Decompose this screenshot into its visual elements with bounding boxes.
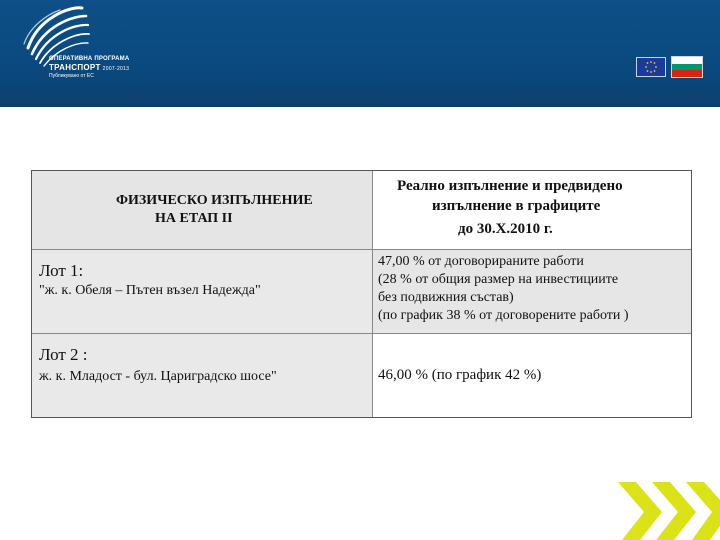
row-1-progress-cell — [372, 249, 691, 333]
chevron-decoration-icon — [600, 470, 720, 540]
row-2-progress-cell — [372, 333, 691, 417]
logo-line-3: Публикувано от ЕС — [49, 73, 94, 79]
header-left-line-2: НА ЕТАП II — [155, 211, 233, 226]
row-1-progress-line-3: без подвижния състав) — [378, 290, 514, 305]
header-right-line-1: Реално изпълнение и предвидено — [397, 178, 623, 194]
row-1-progress-line-4: (по график 38 % от договорените работи ) — [378, 308, 629, 323]
header-divider — [0, 104, 720, 107]
row-1-progress-line-1: 47,00 % от договорираните работи — [378, 254, 584, 269]
column-divider — [372, 171, 373, 417]
row-divider-2 — [32, 333, 691, 334]
header-right-line-2: изпълнение в графиците — [432, 198, 601, 214]
eu-stars-icon — [637, 58, 665, 76]
row-1-lot-name: "ж. к. Обеля – Пътен възел Надежда" — [39, 283, 261, 298]
header-left-cell — [32, 171, 372, 249]
execution-table — [31, 170, 692, 418]
transport-program-logo — [20, 4, 140, 96]
logo-line-1: ОПЕРАТИВНА ПРОГРАМА — [49, 56, 130, 62]
logo-line-2 — [49, 63, 129, 72]
row-divider-1 — [32, 249, 691, 250]
header-bar — [0, 0, 720, 104]
row-1-lot-cell — [32, 249, 372, 333]
eu-flag-icon — [636, 57, 666, 77]
row-2-progress-line-1: 46,00 % (по график 42 %) — [378, 367, 542, 383]
row-1-progress-line-2: (28 % от общия размер на инвестициите — [378, 272, 619, 287]
logo-program-name: ТРАНСПОРТ — [49, 63, 101, 72]
header-left-line-1: ФИЗИЧЕСКО ИЗПЪЛНЕНИЕ — [116, 193, 313, 208]
row-2-lot-label: Лот 2 : — [39, 345, 88, 364]
row-1-lot-label: Лот 1: — [39, 261, 84, 280]
header-right-cell — [372, 171, 691, 249]
logo-years: 2007-2013 — [102, 66, 130, 72]
header-right-line-3: до 30.Х.2010 г. — [458, 221, 553, 237]
bulgaria-flag-icon — [671, 56, 703, 78]
row-2-lot-name: ж. к. Младост - бул. Цариградско шосе" — [39, 369, 277, 384]
row-2-lot-cell — [32, 333, 372, 417]
